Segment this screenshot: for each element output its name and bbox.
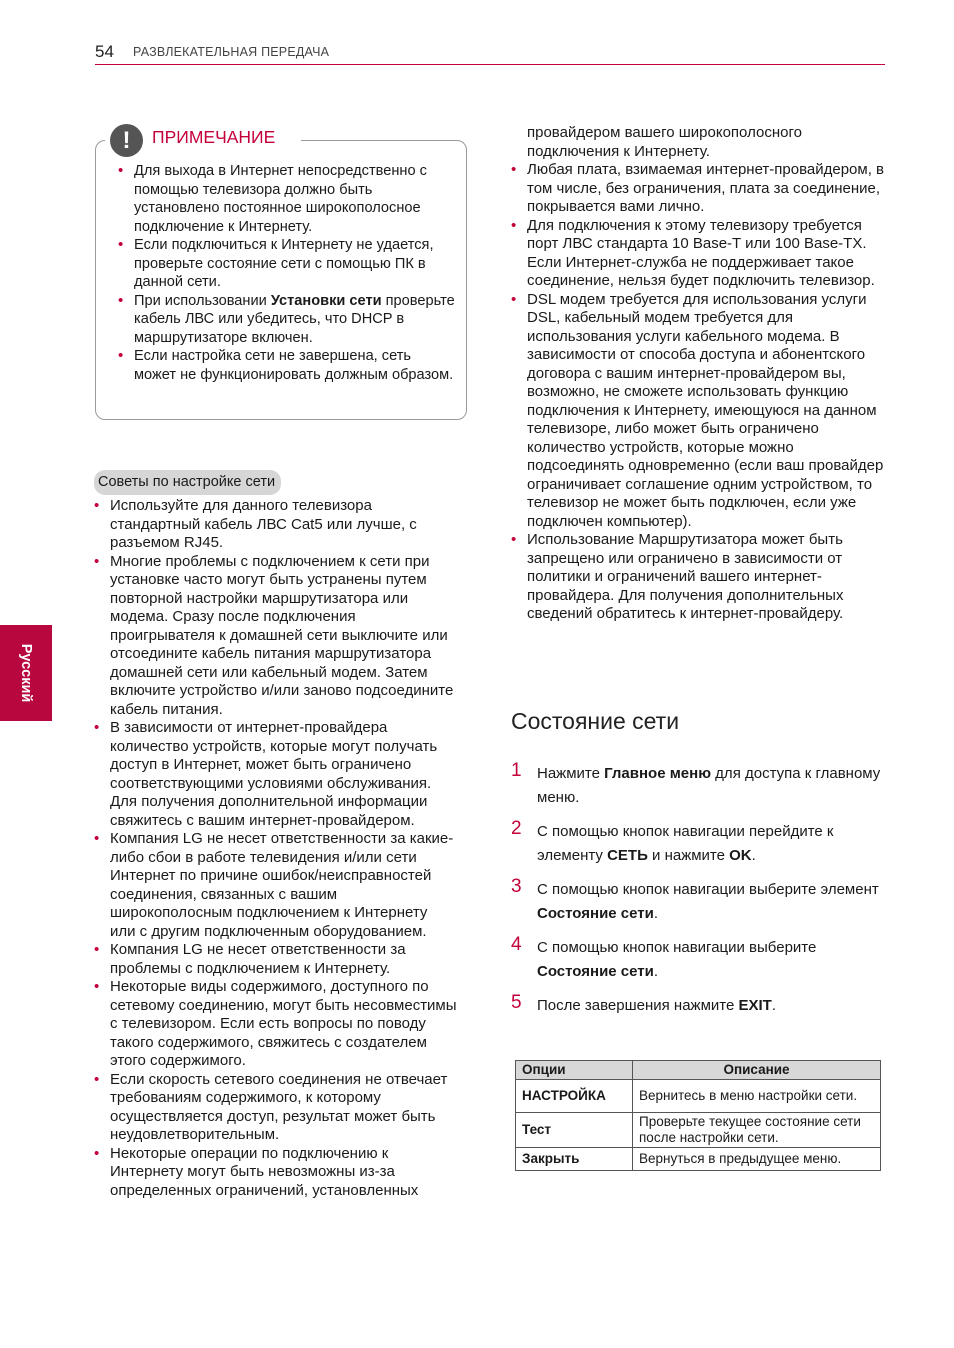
tip-item: • Компания LG не несет ответственности за проблемы с подключением к Интернету.	[92, 941, 457, 978]
tip-item: • Если скорость сетевого соединения не отвечает требованиям содержимого, к которому осуществляется доступ, результат может быть неудовлетворительным.	[92, 1071, 457, 1145]
table-header-row	[516, 1061, 881, 1080]
page-header	[95, 40, 885, 65]
step-number: 3	[511, 876, 522, 897]
note-item: • Если подключиться к Интернету не удается, проверьте состояние сети с помощью ПК в данной сети.	[116, 236, 456, 292]
tips-list-continued	[509, 161, 889, 624]
tip-item: • Любая плата, взимаемая интернет-провайдером, в том числе, без ограничения, плата за соединение, покрывается вами лично.	[509, 161, 889, 217]
step-item: 5 После завершения нажмите EXIT.	[511, 992, 776, 1014]
tip-item: • Используйте для данного телевизора стандартный кабель ЛВС Cat5 или лучше, с разъемом RJ45.	[92, 497, 457, 553]
tip-item: • Использование Маршрутизатора может быть запрещено или ограничено в зависимости от политики и ограничений вашего интернет-провайдера. Для получения дополнительных сведений обратитесь к интернет-провайдеру.	[509, 531, 889, 624]
language-tab	[0, 625, 52, 721]
step-number: 1	[511, 760, 522, 781]
tip-item: • Компания LG не несет ответственности за какие-либо сбои в работе телевидения и/или сети Интернет по причине ошибок/неисправностей соединения, связанных с вашим широкополосным подключением к Интернету или с другим подключенным оборудованием.	[92, 830, 457, 941]
tip-item: • Многие проблемы с подключением к сети при установке часто могут быть устранены путем повторной настройки маршрутизатора или модема. Сразу после подключения проигрывателя к домашней сети выключите или отсоедините кабель питания маршрутизатора домашней сети или кабельный модем. Затем включите устройство и/или заново подсоедините кабель питания.	[92, 553, 457, 720]
step-item: 4 С помощью кнопок навигации выберите Состояние сети.	[511, 934, 817, 980]
tip-item: • DSL модем требуется для использования услуги DSL, кабельный модем требуется для использования услуги кабельного модема. В зависимости от способа доступа и абонентского договора с вашим интернет-провайдером вы, возможно, не сможете использовать функцию подключения к Интернету, имеющуюся на данном телевизоре, либо может быть ограничено количество устройств, которые можно подсоединять одновременно (если ваш провайдер ограничивает соглашение одним устройством, то телевизор не может быть подключен, если уже подключен компьютер).	[509, 291, 889, 532]
options-table	[515, 1060, 881, 1171]
tip-item: • Для подключения к этому телевизору требуется порт ЛВС стандарта 10 Base-T или 100 Base-TX. Если Интернет-служба не поддерживает такое соединение, нельзя будет подключить телевизор.	[509, 217, 889, 291]
note-title: ПРИМЕЧАНИЕ	[152, 127, 276, 147]
tip-item: • В зависимости от интернет-провайдера количество устройств, которые могут получать доступ в Интернет, может быть ограничено соответствующими условиями обслуживания. Для получения дополнительной информации свяжитесь с вашим интернет-провайдером.	[92, 719, 457, 830]
column-header: Описание	[633, 1061, 881, 1080]
exclamation-icon: !	[110, 124, 143, 157]
option-description: Вернитесь в меню настройки сети.	[633, 1080, 881, 1113]
step-item: 1 Нажмите Главное меню для доступа к главному меню.	[511, 760, 881, 806]
table-row	[516, 1113, 881, 1148]
table-row	[516, 1148, 881, 1171]
tips-list	[92, 497, 457, 1200]
step-number: 2	[511, 818, 522, 839]
page-number: 54	[95, 42, 114, 61]
column-header: Опции	[516, 1061, 633, 1080]
table-row	[516, 1080, 881, 1113]
steps-list	[511, 762, 886, 1018]
tip-continuation: провайдером вашего широкополосного подключения к Интернету.	[527, 124, 802, 160]
network-status-heading: Состояние сети	[511, 708, 680, 734]
option-name: Тест	[516, 1113, 633, 1148]
tips-heading: Советы по настройке сети	[94, 470, 281, 495]
step-number: 5	[511, 992, 522, 1013]
option-description: Вернуться в предыдущее меню.	[633, 1148, 881, 1171]
tip-item: • Некоторые виды содержимого, доступного по сетевому соединению, могут быть несовместимы с телевизором. Если есть вопросы по поводу такого содержимого, свяжитесь с создателем этого содержимого.	[92, 978, 457, 1071]
option-description: Проверьте текущее состояние сети после настройки сети.	[633, 1113, 881, 1148]
tip-item: • Некоторые операции по подключению к Интернету могут быть невозможны из-за определенных ограничений, установленных	[92, 1145, 457, 1201]
note-list	[116, 162, 456, 384]
option-name: НАСТРОЙКА	[516, 1080, 633, 1113]
language-tab-label: Русский	[18, 643, 34, 703]
note-item: • Если настройка сети не завершена, сеть может не функционировать должным образом.	[116, 347, 456, 384]
section-title: РАЗВЛЕКАТЕЛЬНАЯ ПЕРЕДАЧА	[133, 45, 330, 59]
step-number: 4	[511, 934, 522, 955]
option-name: Закрыть	[516, 1148, 633, 1171]
note-item: • При использовании Установки сети проверьте кабель ЛВС или убедитесь, что DHCP в маршрутизаторе включен.	[116, 292, 456, 348]
note-item: • Для выхода в Интернет непосредственно с помощью телевизора должно быть установлено постоянное широкополосное подключение к Интернету.	[116, 162, 456, 236]
step-item: 2 С помощью кнопок навигации перейдите к элементу СЕТЬ и нажмите OK.	[511, 818, 834, 864]
step-item: 3 С помощью кнопок навигации выберите элемент Состояние сети.	[511, 876, 879, 922]
